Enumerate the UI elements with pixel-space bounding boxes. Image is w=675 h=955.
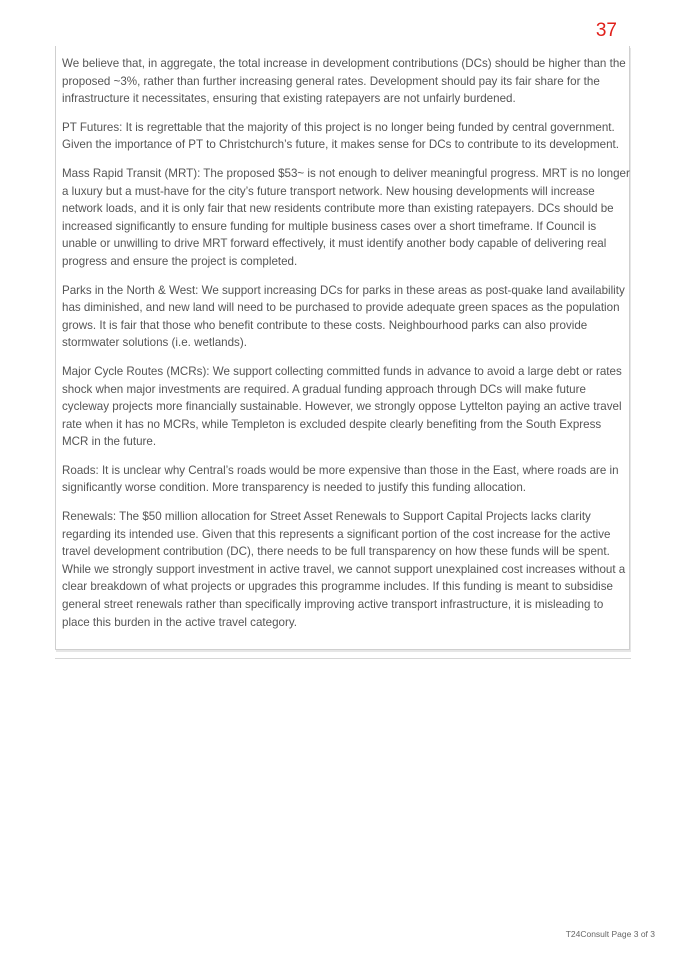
paragraph-major-cycle-routes: Major Cycle Routes (MCRs): We support collecting committed funds in advance to avoid a large debt or rates shock when major investments are required. A gradual funding approach through DCs will make future cycleway projects more financially sustainable. However, we strongly oppose Lyttelton paying an active travel rate when it has no MCRs, while Templeton is excluded despite clearly benefiting from the South Express MCR in the future. <box>62 364 622 449</box>
response-text-box <box>55 46 630 650</box>
paragraph-roads: Roads: It is unclear why Central’s roads would be more expensive than those in the East, where roads are in significantly worse condition. More transparency is needed to justify this funding allocation. <box>62 463 619 495</box>
paragraph-renewals: Renewals: The $50 million allocation for Street Asset Renewals to Support Capital Projects lacks clarity regarding its intended use. Given that this represents a significant portion of the cost increase for the active travel development contribution (DC), there needs to be full transparency on how these funds will be spent. While we strongly support investment in active travel, we cannot support unexplained cost increases without a clear breakdown of what projects or upgrades this programme includes. If this funding is meant to subsidise general street renewals rather than specifically improving active transport infrastructure, it is misleading to place this burden in the active travel category. <box>62 510 626 629</box>
response-text <box>62 55 630 642</box>
paragraph-pt-futures: PT Futures: It is regrettable that the majority of this project is no longer being funded by central government. Given the importance of PT to Christchurch’s future, it makes sense for DCs to contribute to its development. <box>62 120 619 152</box>
page-number: 37 <box>595 20 617 41</box>
section-divider <box>55 658 631 659</box>
paragraph-dc-aggregate: We believe that, in aggregate, the total increase in development contributions (DCs) should be higher than the proposed ~3%, rather than further increasing general rates. Development should pay its fair share for the infrastructure it necessitates, ensuring that existing ratepayers are not unfairly burdened. <box>62 57 626 106</box>
paragraph-parks-north-west: Parks in the North & West: We support increasing DCs for parks in these areas as post-quake land availability has diminished, and new land will need to be purchased to provide adequate green spaces as the population grows. It is fair that those who benefit contribute to these costs. Neighbourhood parks can also provide stormwater solutions (i.e. wetlands). <box>62 283 625 350</box>
page-footer: T24Consult Page 3 of 3 <box>565 929 655 939</box>
paragraph-mass-rapid-transit: Mass Rapid Transit (MRT): The proposed $53~ is not enough to deliver meaningful progress. MRT is no longer a luxury but a must-have for the city’s future transport network. New housing developments will increase network loads, and it is only fair that new residents contribute more than existing ratepayers. DCs should be increased significantly to ensure funding for multiple business cases over a short timeframe. If Council is unable or unwilling to drive MRT forward effectively, it must identify another body capable of delivering real progress and ensure the project is completed. <box>62 166 630 268</box>
